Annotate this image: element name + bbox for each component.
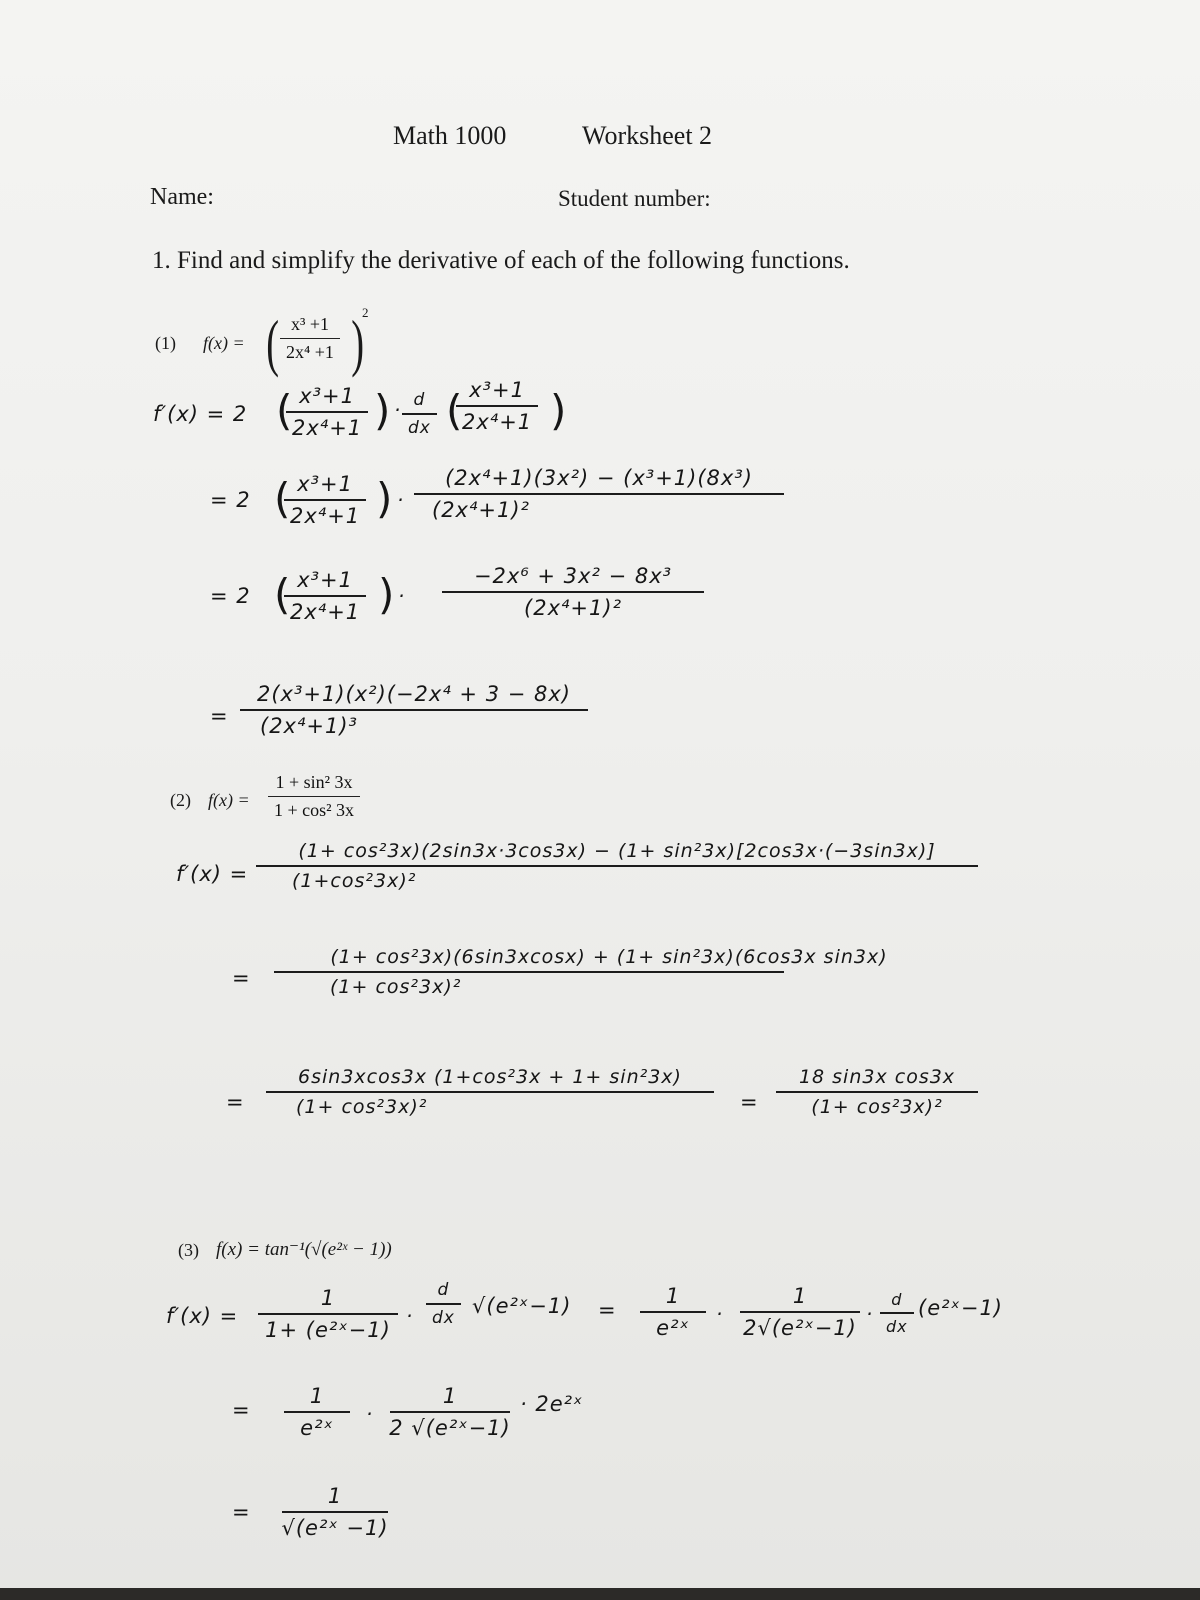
p3-step2-eq: = [232,1398,251,1422]
p1-step2-dot: · [397,488,405,512]
p3-step2a-den: e²ˣ [300,1416,334,1440]
p2-step4-fraction [776,1066,978,1118]
problem3-given: f(x) = tan⁻¹(√(e²ˣ − 1)) [216,1239,392,1260]
p1-step1-inner-den: 2x⁴+1 [292,416,363,440]
p1-step4-eq: = [210,704,229,728]
p1-step1-inner-fraction [286,384,368,440]
p3-step1c-fraction [740,1284,860,1340]
p3-step2a-dot: · [366,1402,374,1426]
name-label: Name: [150,184,214,210]
p1-step2-num: (2x⁴+1)(3x²) − (x³+1)(8x³) [445,466,753,490]
p1-step4-fraction [240,682,588,738]
p3-step1-sqrt: √(e²ˣ−1) [472,1294,572,1318]
problem1-label: (1) [155,333,176,353]
p2-step3-den: (1+ cos²3x)² [296,1096,428,1118]
p3-step1c-den: 2√(e²ˣ−1) [743,1316,857,1340]
p1-step1-arg-num: x³+1 [469,378,525,402]
problem2-given-fraction [268,772,360,821]
p1-step1-ddx-num: d [413,390,426,410]
p3-step1-den: 1+ (e²ˣ−1) [265,1318,391,1342]
p3-step1-ddx-num: d [437,1280,450,1300]
p1-step1-arg-rparen: ) [550,386,568,435]
p3-step1d-arg: (e²ˣ−1) [918,1296,1004,1320]
p2-step4-num: 18 sin3x cos3x [798,1066,956,1088]
p3-step2b-fraction [390,1384,510,1440]
p1-step3-lparen: ( [274,570,292,619]
p2-step2-num: (1+ cos²3x)(6sin3xcosx) + (1+ sin²3x)(6cos3x sin3x) [330,946,888,968]
p3-step1-ddx-den: dx [432,1308,455,1328]
problem2-label: (2) [170,790,191,810]
p3-step1-dot: · [406,1304,414,1328]
p2-step1-num: (1+ cos²3x)(2sin3x·3cos3x) − (1+ sin²3x)[2cos3x·(−3sin3x)] [298,840,936,862]
p1-step1-lhs: f′(x) = 2 [153,402,248,426]
p1-step3-inner-den: 2x⁴+1 [290,600,361,624]
p3-step1-num: 1 [320,1286,336,1310]
problem1-given-denominator: 2x⁴ +1 [286,342,334,362]
p1-step2-fraction [414,466,784,522]
course-title: Math 1000 [393,121,507,150]
p1-step1-rparen: ) [374,386,392,435]
p2-step3-eq: = [226,1090,245,1114]
p3-step2b-num: 1 [442,1384,458,1408]
p1-step3-den: (2x⁴+1)² [524,596,622,620]
p2-step3-num: 6sin3xcos3x (1+cos²3x + 1+ sin²3x) [298,1066,682,1088]
p1-step2-lparen: ( [274,474,292,523]
p2-step1-fraction [256,840,978,892]
p1-step3-fraction [442,564,704,620]
p1-step2-inner-num: x³+1 [297,472,353,496]
p3-step1b-den: e²ˣ [656,1316,690,1340]
p3-step1b-num: 1 [665,1284,681,1308]
p3-step1-ddx [426,1280,461,1328]
problem3-label: (3) [178,1240,199,1260]
p2-step2-fraction [274,946,944,998]
p1-step1-dot: · [394,398,402,422]
p3-step1-eq: = [598,1298,617,1322]
problem1-f-lhs: f(x) = [203,333,245,353]
p3-step3-fraction [282,1484,388,1540]
p1-step3-rparen: ) [378,570,396,619]
p3-step1c-num: 1 [792,1284,808,1308]
problem2-given-numerator: 1 + sin² 3x [275,772,353,792]
p3-step3-den: √(e²ˣ −1) [281,1516,389,1540]
p1-step1-arg-fraction [456,378,538,434]
p2-step4-den: (1+ cos²3x)² [811,1096,943,1118]
p2-step1-lhs: f′(x) = [176,862,249,886]
p1-step3-inner-num: x³+1 [297,568,353,592]
p1-step1-ddx-den: dx [408,418,431,438]
p2-step3-fraction [266,1066,714,1118]
p1-step2-eq: = 2 [210,488,251,512]
p3-step1d-ddx [880,1290,914,1336]
p1-step3-dot: · [398,584,406,608]
p1-step4-num: 2(x³+1)(x²)(−2x⁴ + 3 − 8x) [256,682,571,706]
problem2-f-lhs: f(x) = [208,790,250,810]
question-text: 1. Find and simplify the derivative of each of the following functions. [152,247,850,274]
p3-step1b-dot: · [716,1302,724,1326]
student-number-label: Student number: [558,186,711,211]
p1-step3-num: −2x⁶ + 3x² − 8x³ [473,564,673,588]
problem1-given-fraction [280,314,340,363]
p1-step1-arg-den: 2x⁴+1 [462,410,533,434]
p1-step2-inner-den: 2x⁴+1 [290,504,361,528]
p2-step2-eq: = [232,966,251,990]
p1-step3-eq: = 2 [210,584,251,608]
p1-step4-den: (2x⁴+1)³ [260,714,358,738]
p3-step1-fraction [258,1286,398,1342]
p3-step2a-fraction [284,1384,350,1440]
p1-step2-den: (2x⁴+1)² [432,498,530,522]
p3-step2c: · 2e²ˣ [520,1392,584,1416]
p3-step1b-fraction [640,1284,706,1340]
p1-step1-inner-num: x³+1 [299,384,355,408]
p1-step1-lparen: ( [276,386,294,435]
p3-step3-eq: = [232,1500,251,1524]
p1-step1-arg-lparen: ( [446,386,464,435]
p1-step3-inner-fraction [284,568,366,624]
p3-step1d-ddx-den: dx [886,1317,908,1336]
p3-step2a-num: 1 [309,1384,325,1408]
problem2-given-denominator: 1 + cos² 3x [274,800,355,820]
p1-step1-ddx [402,390,437,438]
p2-step2-den: (1+ cos²3x)² [330,976,462,998]
p1-step2-inner-fraction [284,472,366,528]
problem1-given-numerator: x³ +1 [290,314,329,334]
p3-step3-num: 1 [327,1484,343,1508]
problem1-given-exponent: 2 [362,305,369,320]
p3-step2b-den: 2 √(e²ˣ−1) [389,1416,511,1440]
problem1-left-paren: ( [266,307,280,378]
p2-step1-den: (1+cos²3x)² [292,870,417,892]
p1-step2-rparen: ) [376,474,394,523]
p3-step1c-dot: · [866,1302,874,1326]
problem1-right-paren: ) [351,307,365,378]
p3-step1-lhs: f′(x) = [166,1304,239,1328]
p2-step4-eq: = [740,1090,759,1114]
desk-edge [0,1588,1200,1600]
p3-step1d-ddx-num: d [891,1290,903,1309]
worksheet-title: Worksheet 2 [582,121,713,150]
